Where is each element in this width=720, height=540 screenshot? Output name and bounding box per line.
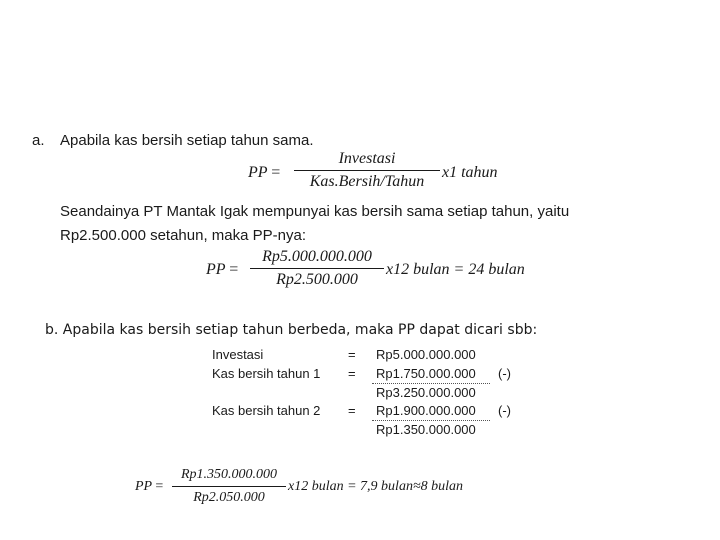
section-a-intro: Apabila kas bersih setiap tahun sama.: [60, 132, 314, 149]
formula1-numerator: Investasi: [338, 150, 396, 167]
row-value: Rp5.000.000.000: [376, 347, 476, 362]
subtotal-divider: [372, 383, 490, 384]
formula1-fraction-bar: [294, 170, 440, 171]
formula2-fraction-bar: [250, 268, 384, 269]
formula2-numerator: Rp5.000.000.000: [262, 248, 372, 265]
row-operator: (-): [498, 366, 511, 381]
row-label: Kas bersih tahun 2: [212, 403, 321, 418]
formula1-pp: PP: [248, 164, 268, 181]
example-line-2: Rp2.500.000 setahun, maka PP-nya:: [60, 227, 306, 244]
formula3-fraction: [172, 466, 286, 507]
row-label: Investasi: [212, 347, 264, 362]
row-eq: =: [348, 347, 356, 362]
formula2-denominator: Rp2.500.000: [276, 271, 358, 288]
formula2-result: x12 bulan = 24 bulan: [386, 261, 525, 278]
formula3-numerator: Rp1.350.000.000: [180, 467, 278, 482]
formula3-eq: =: [155, 479, 164, 494]
row-operator: (-): [498, 403, 511, 418]
example-line-1: Seandainya PT Mantak Igak mempunyai kas bersih sama setiap tahun, yaitu: [60, 203, 570, 220]
row-value: Rp1.750.000.000: [376, 366, 476, 381]
formula1-denominator: Kas.Bersih/Tahun: [309, 173, 425, 190]
list-marker-a: a.: [32, 132, 45, 149]
formula1-fraction: [294, 150, 440, 191]
formula3-result: x12 bulan = 7,9 bulan≈8 bulan: [288, 479, 464, 494]
formula2-fraction: [250, 248, 384, 289]
row-eq: =: [348, 403, 356, 418]
section-b-intro: b. Apabila kas bersih setiap tahun berbeda, maka PP dapat dicari sbb:: [45, 322, 538, 338]
total-divider: [372, 420, 490, 421]
row-eq: =: [348, 366, 356, 381]
formula3-pp: PP: [135, 479, 152, 494]
row-label: Kas bersih tahun 1: [212, 366, 321, 381]
formula1-multiplier: x1 tahun: [442, 164, 498, 181]
formula2-pp: PP: [206, 261, 226, 278]
formula3-lhs: [135, 479, 163, 495]
formula3-denominator: Rp2.050.000: [193, 490, 265, 505]
formula1-eq: =: [271, 164, 281, 181]
row-value: Rp1.350.000.000: [376, 422, 476, 437]
formula2-eq: =: [229, 261, 239, 278]
row-value: Rp3.250.000.000: [376, 385, 476, 400]
row-value: Rp1.900.000.000: [376, 403, 476, 418]
formula2-lhs: [206, 261, 238, 279]
formula1-lhs: [248, 164, 280, 182]
formula3-fraction-bar: [172, 486, 286, 487]
